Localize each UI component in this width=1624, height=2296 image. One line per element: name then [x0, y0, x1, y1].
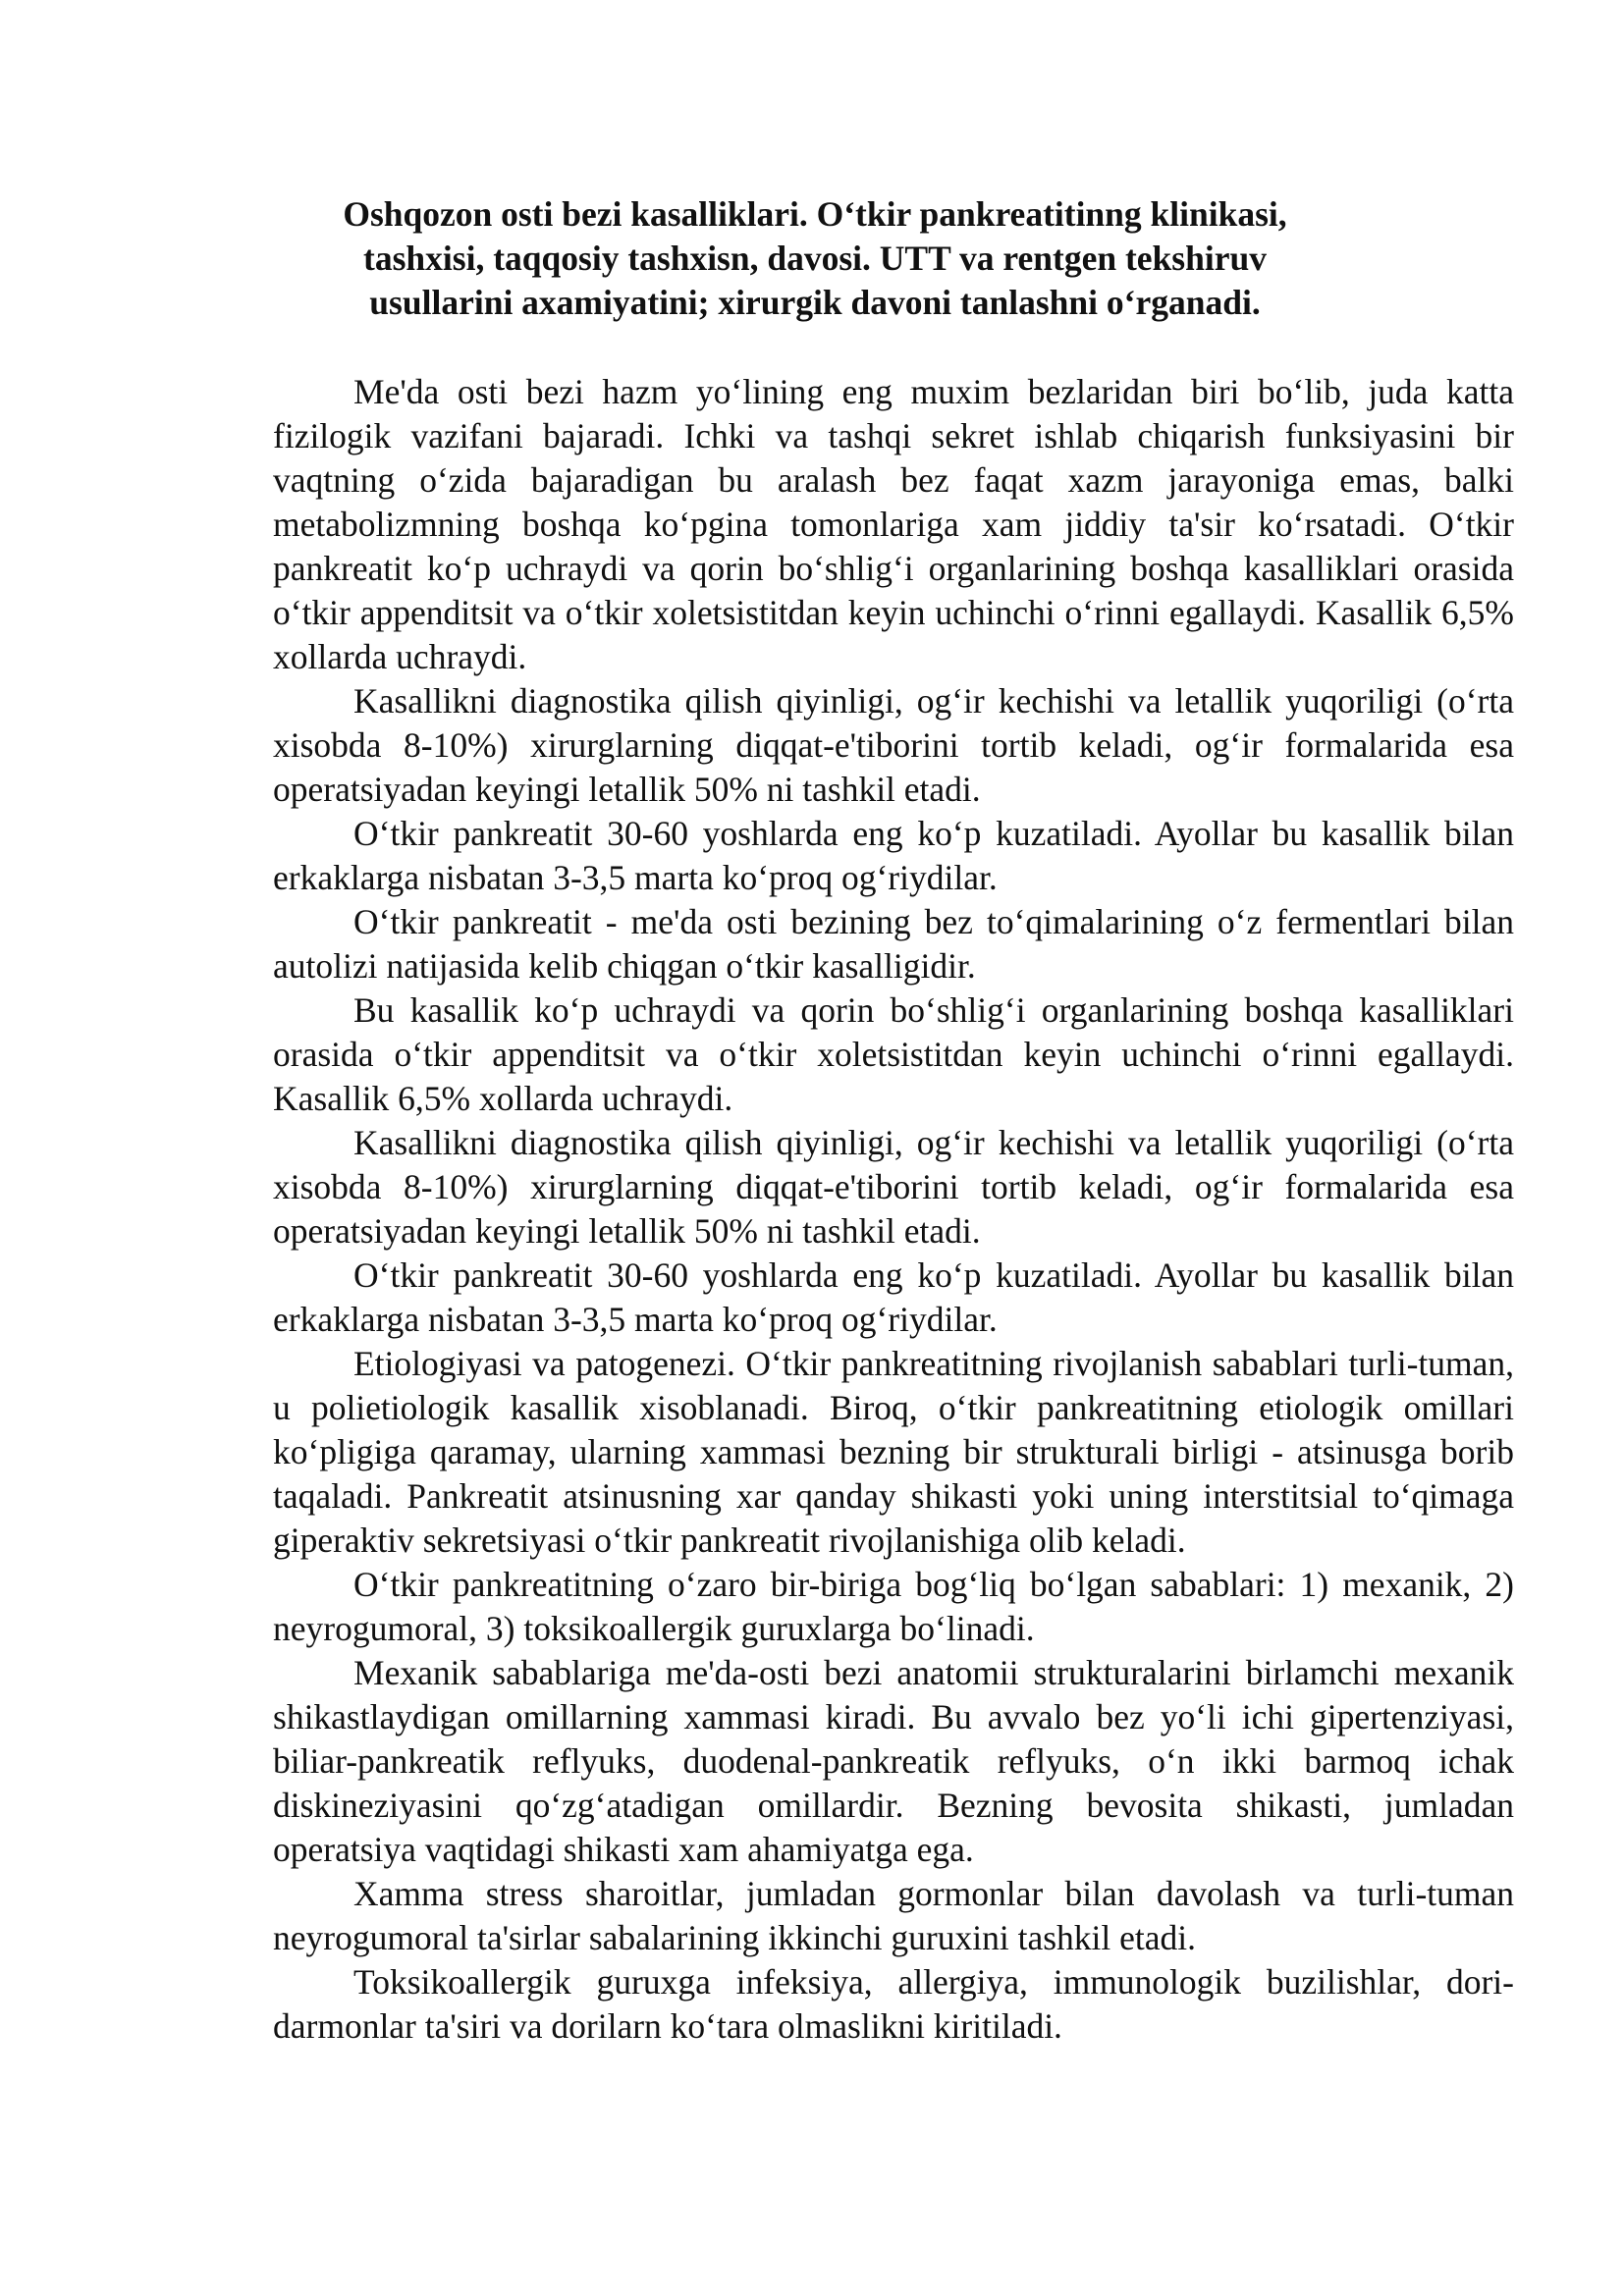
- paragraph: O‘tkir pankreatitning o‘zaro bir-biriga bog‘liq bo‘lgan sabablari: 1) mexanik, 2) neyrogumoral, 3) toksikoallergik guruxlarga bo‘linadi.: [273, 1565, 1514, 1648]
- paragraph: Kasallikni diagnostika qilish qiyinligi, og‘ir kechishi va letallik yuqoriligi (o‘rta xisobda 8-10%) xirurglarning diqqat-e'tiborini tortib keladi, og‘ir formalarida esa operatsiyadan keyingi letallik 50% ni tashkil etadi.: [273, 681, 1514, 809]
- document-title: Oshqozon osti bezi kasalliklari. O‘tkir pankreatitinng klinikasi, tashxisi, taqqosiy tashxisn, davosi. UTT va rentgen tekshiruv usullarini axamiyatini; xirurgik davoni tanlashni o‘rganadi.: [343, 194, 1287, 322]
- paragraph: Me'da osti bezi hazm yo‘lining eng muxim bezlaridan biri bo‘lib, juda katta fizilogik vazifani bajaradi. Ichki va tashqi sekret ishlab chiqarish funksiyasini bir vaqtning o‘zida bajaradigan bu aralash bez faqat xazm jarayoniga emas, balki metabolizmning boshqa ko‘pgina tomonlariga xam jiddiy ta'sir ko‘rsatadi. O‘tkir pankreatit ko‘p uchraydi va qorin bo‘shlig‘i organlarining boshqa kasalliklari orasida o‘tkir appenditsit va o‘tkir xoletsistitdan keyin uchinchi o‘rinni egallaydi. Kasallik 6,5% xollarda uchraydi.: [273, 372, 1514, 676]
- paragraph: Mexanik sabablariga me'da-osti bezi anatomii strukturalarini birlamchi mexanik shikastlaydigan omillarning xammasi kiradi. Bu avvalo bez yo‘li ichi gipertenziyasi, biliar-pankreatik reflyuks, duodenal-pankreatik reflyuks, o‘n ikki barmoq ichak diskineziyasini qo‘zg‘atadigan omillardir. Bezning bevosita shikasti, jumladan operatsiya vaqtidagi shikasti xam ahamiyatga ega.: [273, 1653, 1514, 1869]
- paragraph: Xamma stress sharoitlar, jumladan gormonlar bilan davolash va turli-tuman neyrogumoral ta'sirlar sabalarining ikkinchi guruxini tashkil etadi.: [273, 1874, 1514, 1957]
- paragraph: O‘tkir pankreatit 30-60 yoshlarda eng ko‘p kuzatiladi. Ayollar bu kasallik bilan erkaklarga nisbatan 3-3,5 marta ko‘proq og‘riydilar.: [273, 1255, 1514, 1339]
- paragraph: O‘tkir pankreatit - me'da osti bezining bez to‘qimalarining o‘z fermentlari bilan autolizi natijasida kelib chiqgan o‘tkir kasalligidir.: [273, 902, 1514, 986]
- document-body: [273, 370, 1514, 2049]
- paragraph: O‘tkir pankreatit 30-60 yoshlarda eng ko‘p kuzatiladi. Ayollar bu kasallik bilan erkaklarga nisbatan 3-3,5 marta ko‘proq og‘riydilar.: [273, 814, 1514, 897]
- paragraph: Kasallikni diagnostika qilish qiyinligi, og‘ir kechishi va letallik yuqoriligi (o‘rta xisobda 8-10%) xirurglarning diqqat-e'tiborini tortib keladi, og‘ir formalarida esa operatsiyadan keyingi letallik 50% ni tashkil etadi.: [273, 1123, 1514, 1251]
- paragraph: Toksikoallergik guruxga infeksiya, allergiya, immunologik buzilishlar, dori-darmonlar ta'siri va dorilarn ko‘tara olmaslikni kiritiladi.: [273, 1962, 1514, 2046]
- paragraph: Etiologiyasi va patogenezi. O‘tkir pankreatitning rivojlanish sabablari turli-tuman, u polietiologik kasallik xisoblanadi. Biroq, o‘tkir pankreatitning etiologik omillari ko‘pligiga qaramay, ularning xammasi bezning bir strukturali birligi - atsinusga borib taqaladi. Pankreatit atsinusning xar qanday shikasti yoki uning interstitsial to‘qimaga giperaktiv sekretsiyasi o‘tkir pankreatit rivojlanishiga olib keladi.: [273, 1344, 1514, 1560]
- paragraph: Bu kasallik ko‘p uchraydi va qorin bo‘shlig‘i organlarining boshqa kasalliklari orasida o‘tkir appenditsit va o‘tkir xoletsistitdan keyin uchinchi o‘rinni egallaydi. Kasallik 6,5% xollarda uchraydi.: [273, 990, 1514, 1118]
